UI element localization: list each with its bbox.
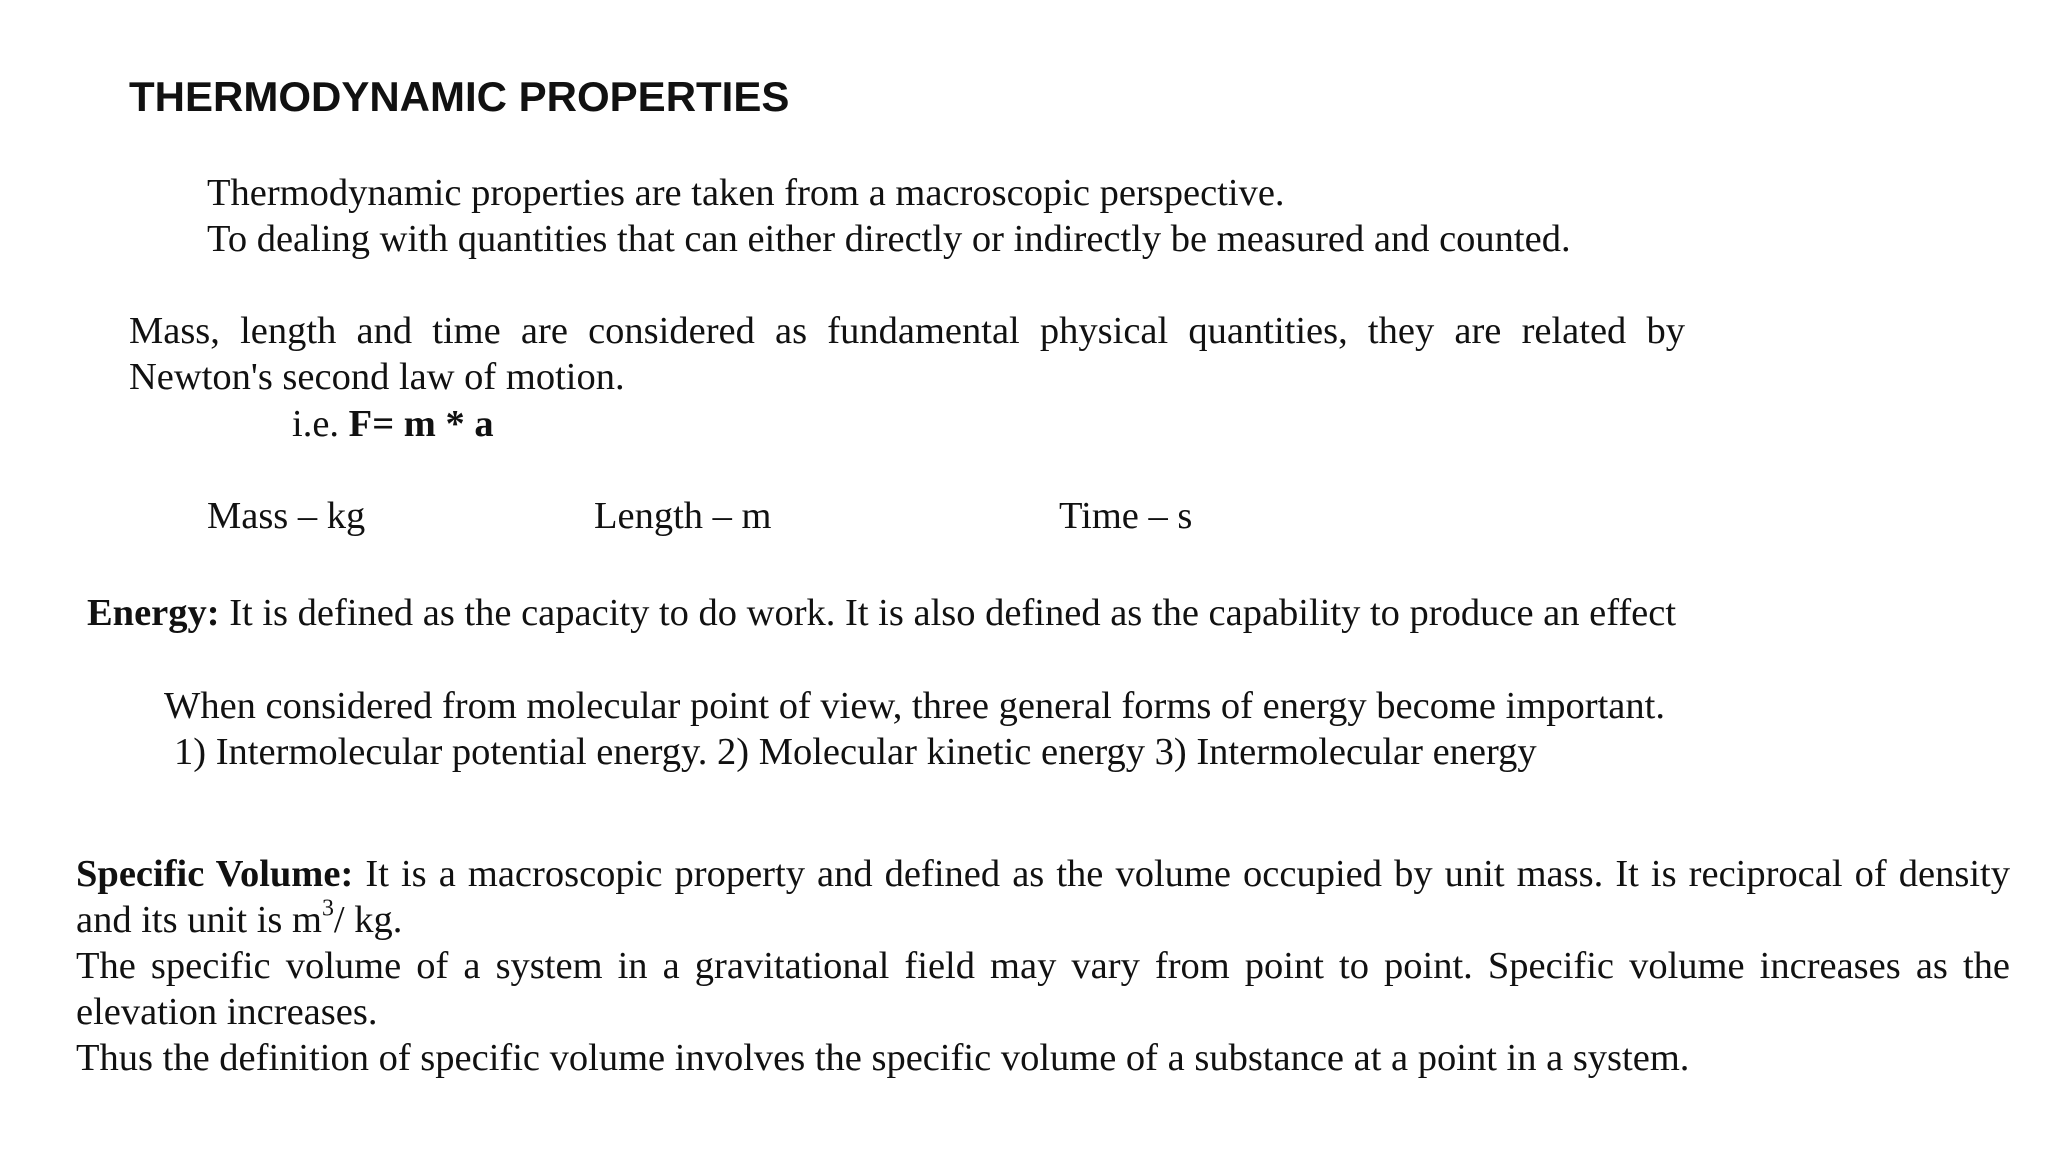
newton-formula: F= m * a — [348, 403, 494, 445]
unit-mass: Mass – kg — [207, 495, 366, 537]
page-title: THERMODYNAMIC PROPERTIES — [129, 73, 790, 120]
intro-line-1: Thermodynamic properties are taken from a macroscopic perspective. — [207, 172, 1285, 214]
specific-volume-unit-suffix: / kg. — [333, 899, 403, 941]
fundamental-line-1: Mass, length and time are considered as fundamental physical quantities, they are related by — [129, 310, 1685, 352]
energy-molecular-line: When considered from molecular point of view, three general forms of energy become important. — [164, 685, 1665, 727]
fundamental-line-2: Newton's second law of motion. — [129, 356, 625, 398]
specific-volume-line-1 — [76, 851, 2010, 897]
intro-line-2: To dealing with quantities that can either directly or indirectly be measured and counted. — [207, 218, 1571, 260]
specific-volume-paragraph — [76, 851, 2010, 1081]
energy-definition — [87, 590, 1676, 636]
specific-volume-definition: It is a macroscopic property and defined as the volume occupied by unit mass. It is reciprocal of density — [365, 853, 2010, 895]
specific-volume-term: Specific Volume: — [76, 853, 354, 895]
energy-term: Energy: — [87, 592, 220, 634]
gravity-line-1: The specific volume of a system in a gravitational field may vary from point to point. Specific volume increases as the — [76, 945, 2010, 987]
unit-length: Length – m — [594, 495, 772, 537]
unit-time: Time – s — [1059, 495, 1193, 537]
fundamental-paragraph — [129, 308, 1685, 400]
gravity-line-2: elevation increases. — [76, 991, 378, 1033]
specific-volume-conclusion: Thus the definition of specific volume involves the specific volume of a substance at a point in a system. — [76, 1037, 1690, 1079]
specific-volume-unit-prefix: and its unit is m — [76, 899, 322, 941]
newton-formula-line — [292, 401, 494, 447]
unit-superscript: 3 — [321, 895, 334, 922]
energy-forms-line: 1) Intermolecular potential energy. 2) Molecular kinetic energy 3) Intermolecular energy — [174, 731, 1537, 773]
specific-volume-line-2 — [76, 897, 2010, 943]
ie-prefix: i.e. — [292, 403, 340, 445]
energy-definition-text: It is defined as the capacity to do work. It is also defined as the capability to produce an effect — [229, 592, 1677, 634]
